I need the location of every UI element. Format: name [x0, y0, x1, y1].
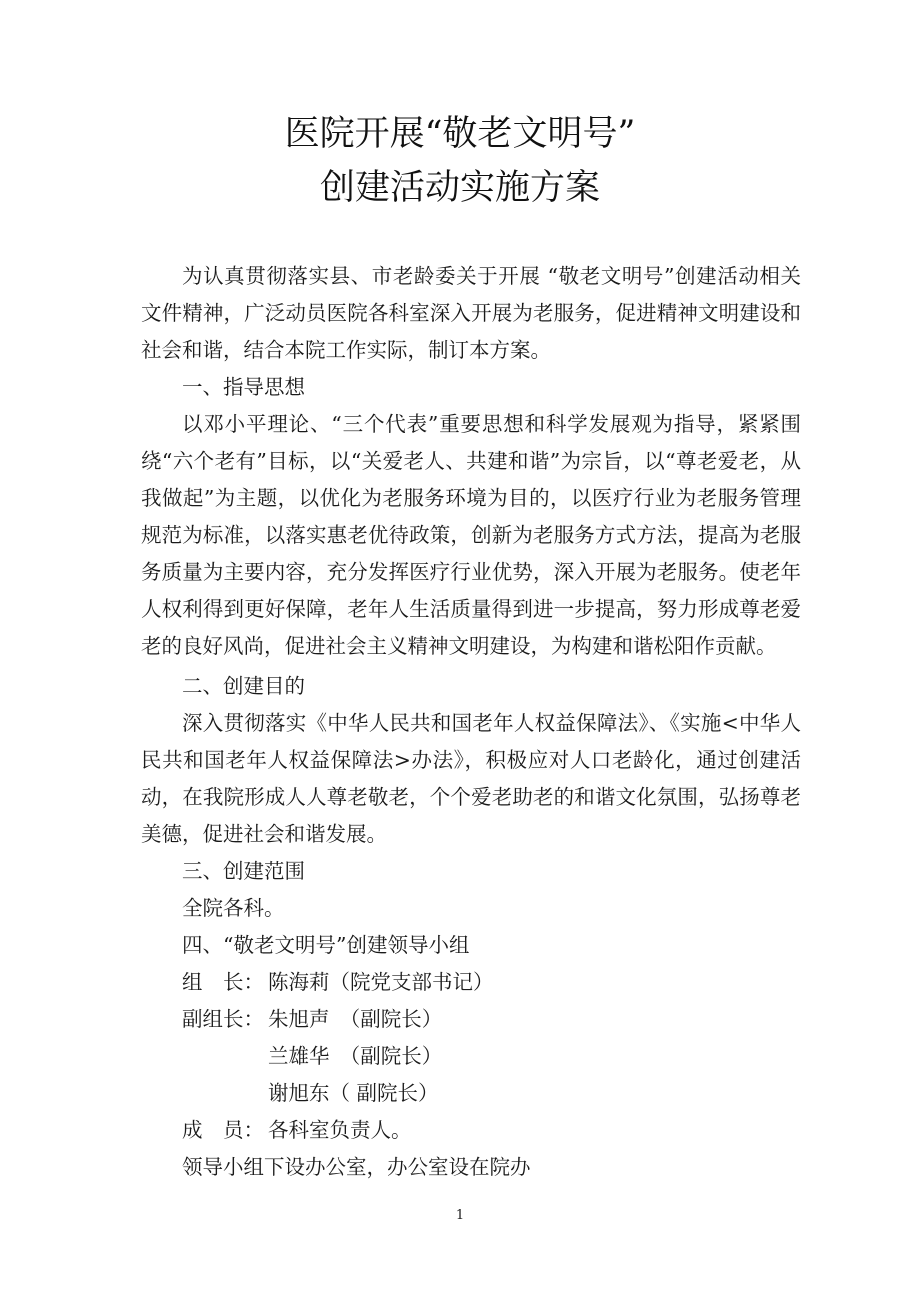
section-4-heading: 四、“敬老文明号”创建领导小组	[182, 933, 470, 957]
section-1-heading: 一、指导思想	[182, 375, 305, 399]
leader-value: 陈海莉（院党支部书记）	[268, 970, 494, 994]
deputy-1: 朱旭声 （副院长）	[268, 1007, 443, 1031]
document-title-line-1: 医院开展“敬老文明号”	[284, 114, 636, 154]
member-label: 成 员：	[182, 1118, 264, 1142]
leader-label: 组 长：	[182, 970, 264, 994]
section-3-body: 全院各科。	[182, 896, 285, 920]
intro-paragraph: 为认真贯彻落实县、市老龄委关于开展 “敬老文明号”创建活动相关文件精神，广泛动员医院各科室深入开展为老服务，促进精神文明建设和社会和谐，结合本院工作实际，制订本方案。	[141, 264, 801, 362]
section-1-body: 以邓小平理论、“三个代表”重要思想和科学发展观为指导，紧紧围绕“六个老有”目标，以“关爱老人、共建和谐”为宗旨，以“尊老爱老，从我做起”为主题，以优化为老服务环境为目的，以医疗行业为老服务管理规范为标准，以落实惠老优待政策，创新为老服务方式方法，提高为老服务质量为主要内容，充分发挥医疗行业优势，深入开展为老服务。使老年人权利得到更好保障，老年人生活质量得到进一步提高，努力形成尊老爱老的良好风尚，促进社会主义精神文明建设，为构建和谐松阳作贡献。	[141, 412, 801, 658]
deputy-2: 兰雄华 （副院长）	[268, 1044, 443, 1068]
section-3-heading: 三、创建范围	[182, 859, 305, 883]
deputy-label: 副组长：	[182, 1007, 264, 1031]
office-note: 领导小组下设办公室，办公室设在院办	[182, 1155, 531, 1179]
section-2-body: 深入贯彻落实《中华人民共和国老年人权益保障法》、《实施<中华人民共和国老年人权益保障法>办法》，积极应对人口老龄化，通过创建活动，在我院形成人人尊老敬老，个个爱老助老的和谐文化氛围，弘扬尊老美德，促进社会和谐发展。	[141, 711, 801, 846]
member-value: 各科室负责人。	[268, 1118, 412, 1142]
document-title-line-2: 创建活动实施方案	[319, 168, 600, 208]
section-2-heading: 二、创建目的	[182, 674, 305, 698]
deputy-3: 谢旭东（ 副院长）	[268, 1081, 439, 1105]
page-number: 1	[455, 1208, 465, 1223]
